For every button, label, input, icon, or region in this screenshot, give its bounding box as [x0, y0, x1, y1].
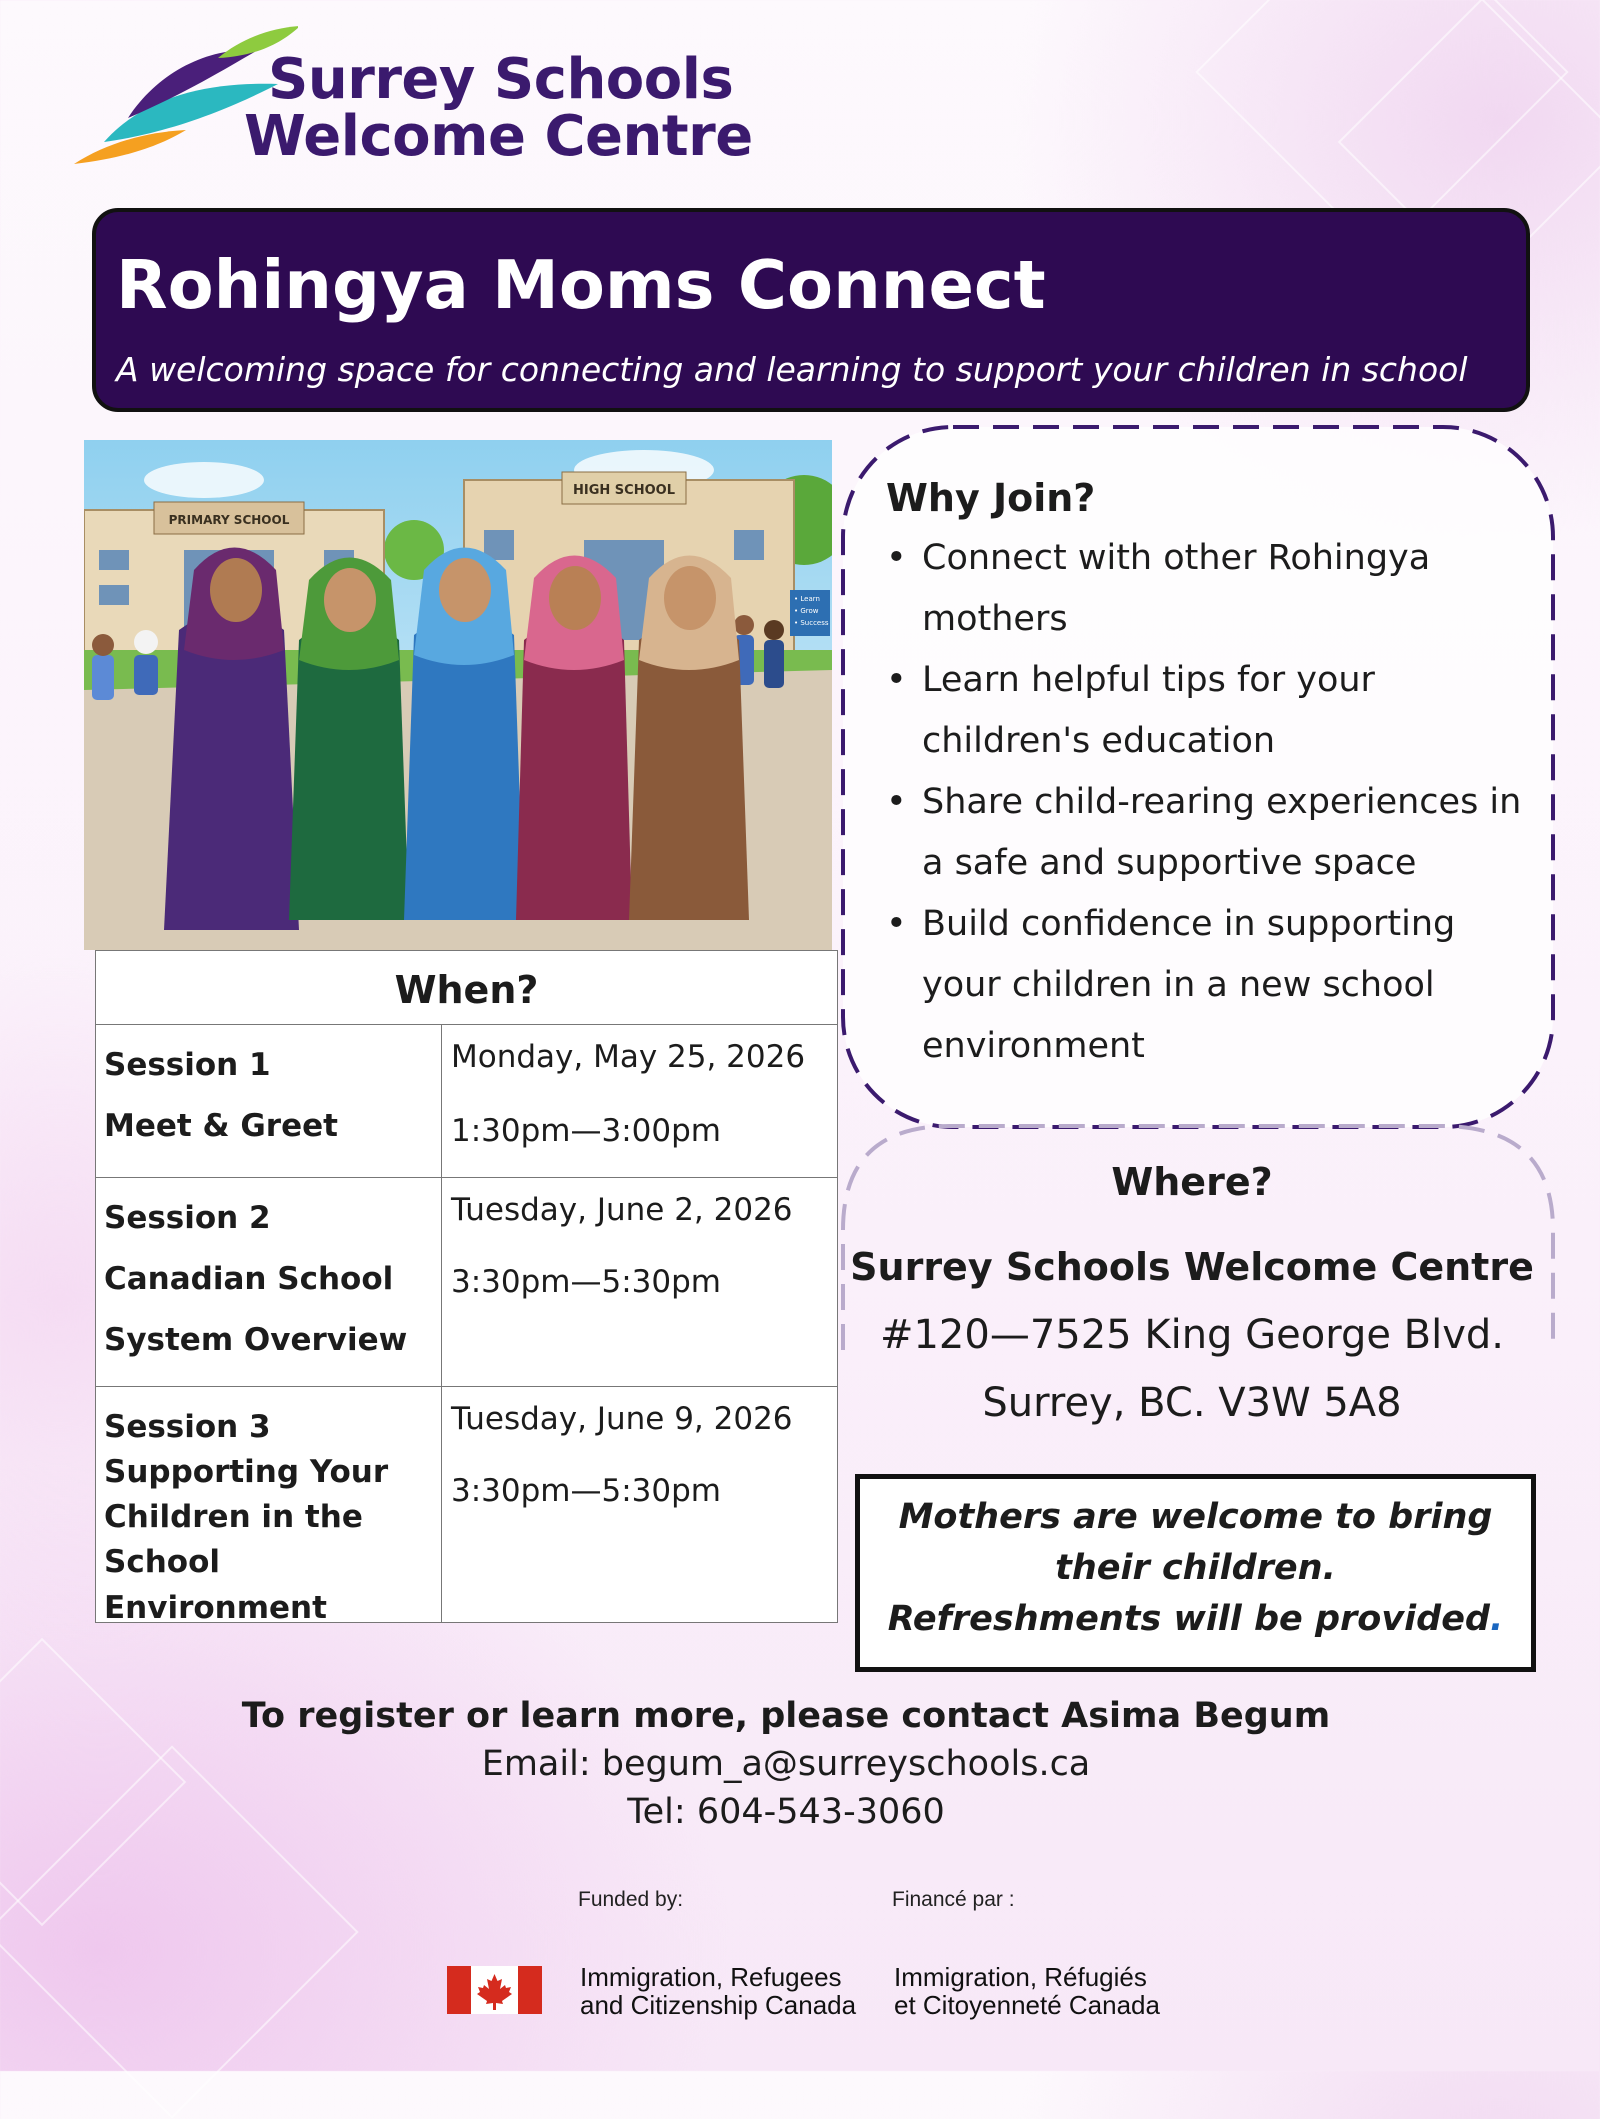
session-name: Session 2	[104, 1200, 271, 1236]
session-title: System Overview	[104, 1322, 408, 1358]
session-name: Session 3	[104, 1409, 271, 1445]
bullet-icon: •	[886, 660, 907, 700]
schedule-heading: When?	[96, 951, 837, 1025]
logo-text-line1: Surrey Schools	[268, 47, 734, 112]
list-item	[886, 894, 1526, 1077]
why-join-box	[840, 424, 1560, 1136]
title-banner	[92, 208, 1530, 412]
session-date: Tuesday, June 9, 2026	[451, 1401, 793, 1437]
page-subtitle: A welcoming space for connecting and learning to support your children in school	[116, 350, 1468, 389]
notice-line-text: Refreshments will be provided	[887, 1599, 1490, 1639]
finance-par-label: Financé par :	[892, 1888, 1015, 1911]
session-name: Session 1	[104, 1047, 271, 1083]
notice-box	[855, 1474, 1536, 1672]
funder-name-fr-line2: et Citoyenneté Canada	[894, 1990, 1160, 2020]
schedule-table	[95, 950, 838, 1626]
why-join-list	[886, 528, 1526, 1077]
list-item-line: Share child-rearing experiences in	[922, 782, 1522, 822]
bullet-icon: •	[886, 904, 907, 944]
funder-name-en-line2: and Citizenship Canada	[580, 1990, 857, 2020]
funder-name-en-line1: Immigration, Refugees	[580, 1962, 842, 1992]
bullet-icon: •	[886, 782, 907, 822]
funded-by-label: Funded by:	[578, 1888, 684, 1911]
address-line2: Surrey, BC. V3W 5A8	[982, 1380, 1402, 1426]
poster-item: • Grow	[794, 607, 819, 615]
table-row	[96, 1178, 837, 1387]
contact-phone[interactable]: Tel: 604-543-3060	[627, 1792, 945, 1832]
notice-period: .	[1490, 1599, 1504, 1639]
poster-item: • Success	[794, 619, 829, 627]
notice-line: Mothers are welcome to bring	[898, 1497, 1493, 1537]
session-time: 3:30pm—5:30pm	[451, 1264, 721, 1300]
list-item-line: environment	[922, 1026, 1145, 1066]
why-join-title: Why Join?	[886, 476, 1096, 520]
list-item-line: Learn helpful tips for your	[922, 660, 1375, 700]
list-item	[886, 772, 1526, 894]
where-title: Where?	[1111, 1160, 1273, 1204]
table-row	[96, 1025, 837, 1178]
address-line1: #120—7525 King George Blvd.	[879, 1312, 1505, 1358]
list-item-line: your children in a new school	[922, 965, 1435, 1005]
list-item-line: mothers	[922, 599, 1068, 639]
session-time: 3:30pm—5:30pm	[451, 1473, 721, 1509]
poster-item: • Learn	[794, 595, 820, 603]
contact-email[interactable]: Email: begum_a@surreyschools.ca	[481, 1744, 1091, 1784]
list-item-line: Build confidence in supporting	[922, 904, 1456, 944]
list-item	[886, 528, 1526, 650]
session-title: Canadian School	[104, 1261, 394, 1297]
notice-line	[860, 1599, 1531, 1639]
high-school-sign: HIGH SCHOOL	[573, 483, 675, 498]
session-date: Tuesday, June 2, 2026	[451, 1192, 793, 1228]
funder-name-fr-line1: Immigration, Réfugiés	[894, 1962, 1147, 1992]
session-cell	[96, 1025, 442, 1177]
logo-text-line2: Welcome Centre	[244, 104, 753, 169]
list-item-line: children's education	[922, 721, 1276, 761]
session-time: 1:30pm—3:00pm	[451, 1113, 721, 1149]
list-item-line: a safe and supportive space	[922, 843, 1417, 883]
session-title: Meet & Greet	[104, 1108, 338, 1144]
canada-flag-icon	[447, 1966, 542, 2014]
primary-school-sign: PRIMARY SCHOOL	[168, 513, 290, 527]
session-title: School Environment	[104, 1544, 327, 1626]
contact-heading: To register or learn more, please contact Asima Begum	[241, 1696, 1331, 1736]
surrey-schools-logo	[68, 22, 753, 172]
page-title: Rohingya Moms Connect	[116, 246, 1046, 324]
session-cell	[96, 1387, 442, 1626]
notice-line: their children.	[1055, 1548, 1336, 1588]
list-item-line: Connect with other Rohingya	[922, 538, 1431, 578]
session-cell	[96, 1178, 442, 1386]
bullet-icon: •	[886, 538, 907, 578]
list-item	[886, 650, 1526, 772]
venue-name: Surrey Schools Welcome Centre	[850, 1245, 1534, 1289]
table-row	[96, 1387, 837, 1626]
session-title: Supporting Your	[104, 1454, 389, 1490]
session-title: Children in the	[104, 1499, 363, 1535]
session-date: Monday, May 25, 2026	[451, 1039, 806, 1075]
mothers-illustration	[84, 440, 832, 950]
